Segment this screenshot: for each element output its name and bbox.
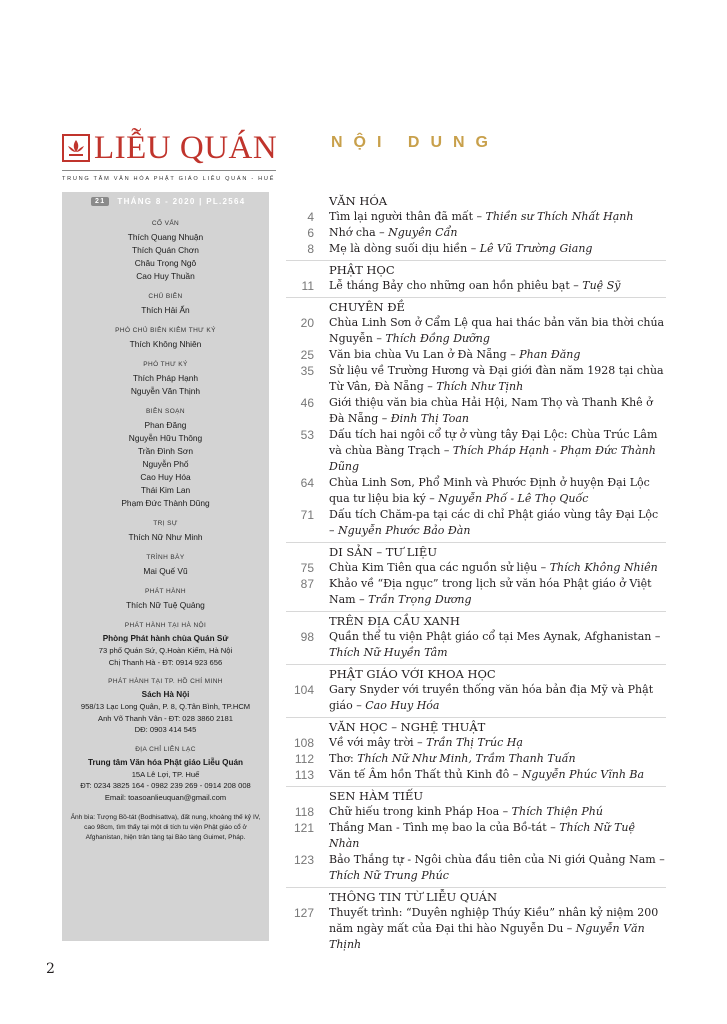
toc-entry: [286, 315, 666, 347]
masthead-tagline: TRUNG TÂM VĂN HÓA PHẬT GIÁO LIỄU QUÁN - HUẾ: [62, 176, 276, 182]
entry-title: Chùa Linh Sơn, Phổ Minh và Phước Định ở huyện Đại Lộc qua tư liệu bia ký –: [329, 476, 650, 505]
toc-section: [286, 192, 666, 257]
entry-author: Thích Đồng Dưỡng: [385, 332, 490, 345]
entry-title: Giới thiệu văn bia chùa Hải Hội, Nam Thọ và Thanh Khê ở Đà Nẵng –: [329, 396, 653, 425]
entry-title: Thơ:: [329, 752, 358, 765]
toc-section: [286, 260, 666, 294]
toc-section: [286, 542, 666, 608]
distribution-heading: PHÁT HÀNH TẠI HÀ NỘI: [124, 622, 207, 629]
staff-role: TRỊ SỰ: [153, 520, 178, 527]
staff-name: Thích Pháp Hạnh: [132, 373, 199, 383]
distribution-name: Sách Hà Nội: [141, 690, 190, 699]
entry-author: Đinh Thị Toan: [390, 412, 469, 425]
entry-text: [329, 682, 666, 714]
entry-text: [329, 241, 666, 257]
contents-title: NỘI DUNG: [331, 134, 499, 151]
toc-section: [286, 297, 666, 539]
entry-title: Về với mây trời –: [329, 736, 427, 749]
section-heading: PHẬT HỌC: [329, 263, 395, 277]
section-heading: PHẬT GIÁO VỚI KHOA HỌC: [329, 667, 496, 681]
entry-author: Nguyễn Phúc Vĩnh Ba: [521, 768, 645, 781]
entry-text: [329, 347, 666, 363]
toc-section: [286, 611, 666, 661]
entry-text: [329, 735, 666, 751]
entry-title: Thuyết trình: “Duyên nghiệp Thúy Kiều” nhân kỷ niệm 200 năm ngày mất của Đại thi hào Nguyễn Du –: [329, 906, 659, 935]
section-heading: TRÊN ĐỊA CẦU XANH: [329, 614, 460, 628]
entry-page-number: 20: [300, 316, 314, 330]
entry-author: Thiền sư Thích Nhất Hạnh: [485, 210, 634, 223]
entry-page-number: 75: [300, 561, 314, 575]
toc-section: [286, 887, 666, 953]
staff-name: Phan Đăng: [144, 420, 187, 430]
staff-sidebar: [62, 192, 269, 941]
staff-name: Thích Quang Nhuận: [127, 232, 204, 242]
distribution-line: 15A Lê Lợi, TP. Huế: [131, 769, 200, 779]
distribution-heading: PHÁT HÀNH TẠI TP. HỒ CHÍ MINH: [108, 678, 223, 685]
entry-page-number: 112: [294, 752, 314, 766]
section-heading: VĂN HỌC – NGHỆ THUẬT: [329, 720, 486, 734]
entry-text: [329, 905, 666, 953]
staff-name: Thái Kim Lan: [140, 485, 191, 495]
table-of-contents: [286, 192, 666, 956]
entry-author: Thích Pháp Hạnh - Phạm Đức Thành Dũng: [329, 444, 656, 473]
distribution-heading: ĐỊA CHỈ LIÊN LẠC: [135, 745, 196, 753]
entry-title: Sử liệu về Trường Hương và Đại giới đàn năm 1928 tại chùa Từ Vân, Đà Nẵng –: [329, 364, 664, 393]
staff-name: Cao Huy Hóa: [140, 472, 191, 482]
entry-text: [329, 804, 666, 820]
entry-title: Chùa Kim Tiên qua các nguồn sử liệu –: [329, 561, 550, 574]
entry-text: [329, 427, 666, 475]
staff-section: [62, 408, 269, 510]
entry-text: [329, 629, 666, 661]
entry-text: [329, 315, 666, 347]
entry-page-number: 118: [294, 805, 314, 819]
staff-role: BIÊN SOẠN: [146, 408, 185, 415]
entry-author: Trần Trọng Dương: [368, 593, 472, 606]
entry-text: [329, 767, 666, 783]
distribution-section: [62, 678, 269, 736]
toc-entry: [286, 560, 666, 576]
toc-entry: [286, 427, 666, 475]
entry-title: Thắng Man - Tình mẹ bao la của Bồ-tát –: [329, 821, 560, 834]
entry-title: Gary Snyder với truyền thống văn hóa bản địa Mỹ và Phật giáo –: [329, 683, 654, 712]
staff-role: PHÓ CHỦ BIÊN KIÊM THƯ KÝ: [115, 327, 216, 334]
distribution-line: Email: toasoanlieuquan@gmail.com: [104, 792, 227, 802]
entry-author: Thích Thiện Phú: [511, 805, 603, 818]
staff-name: Cao Huy Thuần: [136, 271, 195, 281]
entry-author: Thích Nữ Huyền Tâm: [329, 646, 448, 659]
staff-name: Thích Hải Ấn: [141, 305, 190, 315]
staff-section: [62, 588, 269, 612]
entry-page-number: 35: [300, 364, 314, 378]
entry-title: Chữ hiếu trong kinh Pháp Hoa –: [329, 805, 512, 818]
distribution-line: Chị Thanh Hà - ĐT: 0914 923 656: [108, 657, 223, 667]
entry-page-number: 87: [300, 577, 314, 591]
toc-entry: [286, 905, 666, 953]
entry-page-number: 113: [294, 768, 314, 782]
entry-author: Nguyễn Phước Bảo Đàn: [338, 524, 471, 537]
toc-entry: [286, 347, 666, 363]
staff-name: Thích Nữ Tuệ Quảng: [126, 600, 205, 610]
toc-entry: [286, 735, 666, 751]
entry-author: Lê Vũ Trường Giang: [479, 242, 593, 255]
entry-author: Trần Thị Trúc Hạ: [426, 736, 523, 749]
toc-entry: [286, 395, 666, 427]
entry-title: Khảo về “Địa ngục” trong lịch sử văn hóa Phật giáo ở Việt Nam –: [329, 577, 652, 606]
section-heading: VĂN HÓA: [329, 194, 388, 208]
staff-role: CHỦ BIÊN: [148, 293, 183, 300]
issue-date: THÁNG 8 - 2020 | PL.2564: [117, 196, 246, 206]
toc-entry: [286, 363, 666, 395]
entry-title: Văn bia chùa Vu Lan ở Đà Nẵng –: [329, 348, 520, 361]
entry-title: Lễ tháng Bảy cho những oan hồn phiêu bạt –: [329, 279, 583, 292]
staff-name: Thích Nữ Như Minh: [128, 532, 203, 542]
entry-title: Nhớ cha –: [329, 226, 389, 239]
staff-name: Mai Quế Vũ: [143, 566, 188, 576]
distribution-list: [62, 622, 269, 803]
entry-title: Mẹ là dòng suối dịu hiền –: [329, 242, 480, 255]
distribution-line: Anh Võ Thanh Vân - ĐT: 028 3860 2181: [98, 713, 233, 723]
entry-page-number: 104: [293, 683, 314, 697]
distribution-line: ĐT: 0234 3825 164 - 0982 239 269 - 0914 208 008: [80, 781, 251, 790]
entry-page-number: 64: [300, 476, 314, 490]
entry-text: [329, 560, 666, 576]
entry-author: Thích Không Nhiên: [549, 561, 658, 574]
entry-page-number: 11: [301, 279, 314, 293]
section-heading: DI SẢN – TƯ LIỆU: [329, 545, 438, 559]
staff-role: PHÁT HÀNH: [144, 588, 187, 595]
distribution-name: Trung tâm Văn hóa Phật giáo Liễu Quán: [87, 757, 244, 767]
entry-text: [329, 507, 666, 539]
entry-author: Thích Như Tịnh: [436, 380, 524, 393]
toc-entry: [286, 804, 666, 820]
staff-role: PHÓ THƯ KÝ: [143, 361, 188, 368]
entry-page-number: 53: [300, 428, 314, 442]
entry-text: [329, 751, 666, 767]
entry-page-number: 4: [307, 210, 314, 224]
staff-name: Thích Quán Chơn: [132, 245, 199, 255]
toc-section: [286, 664, 666, 714]
entry-page-number: 71: [300, 508, 314, 522]
toc-entry: [286, 820, 666, 852]
toc-entry: [286, 852, 666, 884]
staff-section: [62, 520, 269, 544]
toc-entry: [286, 767, 666, 783]
entry-title: Dấu tích hai ngôi cổ tự ở vùng tây Đại Lộc: Chùa Trúc Lâm và chùa Bàng Trạch –: [329, 428, 658, 457]
entry-text: [329, 363, 666, 395]
staff-name: Nguyễn Phố: [142, 459, 189, 469]
entry-page-number: 8: [307, 242, 314, 256]
toc-entry: [286, 507, 666, 539]
entry-title: Quần thể tu viện Phật giáo cổ tại Mes Aynak, Afghanistan –: [329, 630, 661, 643]
toc-entry: [286, 241, 666, 257]
toc-entry: [286, 278, 666, 294]
toc-entry: [286, 475, 666, 507]
entry-author: Tuệ Sỹ: [582, 279, 621, 292]
distribution-section: [62, 746, 269, 804]
entry-title: Văn tế Âm hồn Thất thủ Kinh đô –: [329, 768, 522, 781]
masthead: [62, 128, 276, 182]
entry-author: Nguyên Cẩn: [388, 226, 458, 239]
staff-list: [62, 220, 269, 612]
staff-section: [62, 220, 269, 283]
section-heading: SEN HÀM TIẾU: [329, 789, 424, 803]
cover-caption: Ảnh bìa: Tượng Bồ-tát (Bodhisattva), đất nung, khoảng thế kỷ IV, cao 98cm, tìm thấy tại một di tích tu viện Phật giáo cổ ở Afghanistan, hiện trân tàng tại Bảo tàng Guimet, Pháp.: [70, 814, 261, 841]
issue-bar: [62, 192, 269, 210]
entry-page-number: 6: [307, 226, 314, 240]
entry-page-number: 108: [293, 736, 314, 750]
toc-entry: [286, 682, 666, 714]
page-number: 2: [46, 961, 55, 977]
staff-role: CỐ VẤN: [151, 220, 180, 227]
entry-title: Chùa Linh Sơn ở Cẩm Lệ qua hai thác bản văn bia thời chúa Nguyễn –: [329, 316, 665, 345]
lotus-logo-icon: [62, 134, 90, 162]
staff-name: Nguyễn Văn Thịnh: [130, 386, 201, 396]
distribution-line: DĐ: 0903 414 545: [134, 725, 197, 734]
entry-title: Dấu tích Chăm-pa tại các di chỉ Phật giáo vùng tây Đại Lộc –: [329, 508, 659, 537]
entry-page-number: 127: [293, 906, 314, 920]
toc-section: [286, 717, 666, 783]
entry-text: [329, 395, 666, 427]
entry-text: [329, 852, 666, 884]
logo: [62, 128, 276, 168]
entry-author: Thích Nữ Như Minh, Trầm Thanh Tuấn: [357, 752, 576, 765]
magazine-title: LIỄU QUÁN: [94, 130, 278, 166]
entry-title: Tìm lại người thân đã mất –: [329, 210, 486, 223]
staff-role: TRÌNH BÀY: [146, 554, 185, 561]
staff-name: Phạm Đức Thành Dũng: [121, 498, 210, 508]
entry-text: [329, 278, 666, 294]
entry-text: [329, 225, 666, 241]
entry-page-number: 123: [293, 853, 314, 867]
section-heading: THÔNG TIN TỪ LIỄU QUÁN: [329, 890, 498, 904]
section-heading: CHUYÊN ĐỀ: [329, 300, 405, 314]
entry-page-number: 46: [300, 396, 314, 410]
entry-author: Thích Nữ Trung Phúc: [329, 869, 449, 882]
distribution-name: Phòng Phát hành chùa Quán Sứ: [102, 634, 229, 643]
staff-name: Châu Trọng Ngô: [134, 258, 197, 268]
entry-author: Nguyễn Phố - Lê Thọ Quốc: [438, 492, 589, 505]
entry-author: Thích Nữ Tuệ Nhàn: [329, 821, 636, 850]
entry-text: [329, 475, 666, 507]
entry-page-number: 121: [293, 821, 314, 835]
entry-text: [329, 820, 666, 852]
distribution-line: 73 phố Quán Sứ, Q.Hoàn Kiếm, Hà Nội: [98, 646, 233, 655]
staff-section: [62, 554, 269, 578]
toc-section: [286, 786, 666, 884]
entry-title: Bảo Thắng tự - Ngôi chùa đầu tiên của Ni giới Quảng Nam –: [329, 853, 665, 866]
toc-entry: [286, 209, 666, 225]
distribution-section: [62, 622, 269, 668]
entry-author: Cao Huy Hóa: [365, 699, 440, 712]
masthead-rule: [62, 170, 276, 171]
entry-author: Nguyễn Văn Thịnh: [329, 922, 645, 951]
staff-section: [62, 361, 269, 398]
entry-text: [329, 209, 666, 225]
toc-entry: [286, 576, 666, 608]
staff-name: Trần Đình Sơn: [138, 446, 193, 456]
toc-entry: [286, 225, 666, 241]
issue-number-badge: 21: [91, 197, 109, 206]
entry-author: Phan Đăng: [519, 348, 581, 361]
entry-text: [329, 576, 666, 608]
staff-name: Nguyễn Hữu Thông: [128, 433, 203, 443]
entry-page-number: 25: [300, 348, 314, 362]
toc-entry: [286, 629, 666, 661]
distribution-line: 958/13 Lạc Long Quân, P. 8, Q.Tân Bình, TP.HCM: [80, 702, 251, 711]
entry-page-number: 98: [300, 630, 314, 644]
staff-name: Thích Không Nhiên: [129, 339, 202, 349]
staff-section: [62, 293, 269, 317]
staff-section: [62, 327, 269, 351]
toc-entry: [286, 751, 666, 767]
